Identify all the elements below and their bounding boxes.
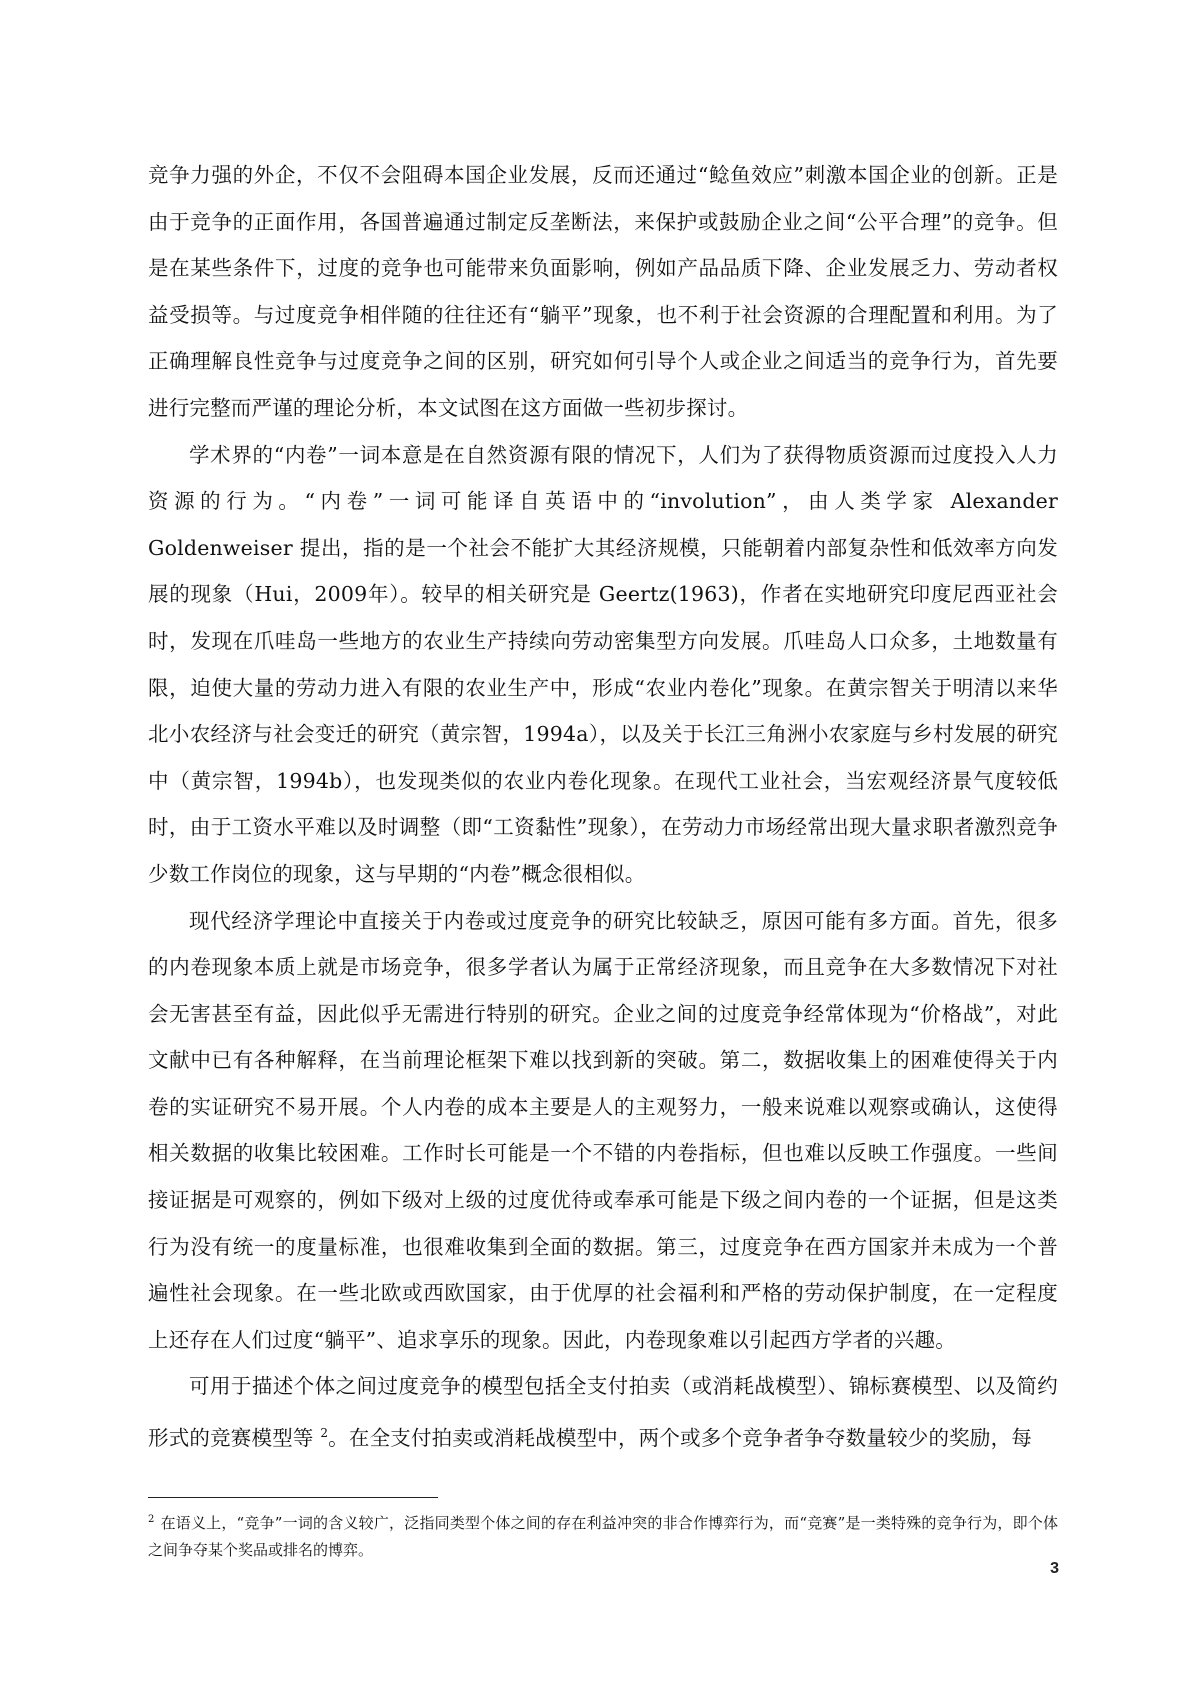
paragraph-competition-models: [148, 1363, 1058, 1461]
footnote-mark: 2: [148, 1514, 155, 1525]
footnote-separator: [148, 1497, 438, 1498]
footnote: [148, 1506, 1058, 1564]
paragraph-text-before-footnote: 可用于描述个体之间过度竞争的模型包括全支付拍卖（或消耗战模型）、锦标赛模型、以及简约形式的竞赛模型等: [148, 1374, 1058, 1450]
paragraph-research-scarcity: 现代经济学理论中直接关于内卷或过度竞争的研究比较缺乏，原因可能有多方面。首先，很多的内卷现象本质上就是市场竞争，很多学者认为属于正常经济现象，而且竞争在大多数情况下对社会无害甚至有益，因此似乎无需进行特别的研究。企业之间的过度竞争经常体现为“价格战”，对此文献中已有各种解释，在当前理论框架下难以找到新的突破。第二，数据收集上的困难使得关于内卷的实证研究不易开展。个人内卷的成本主要是人的主观努力，一般来说难以观察或确认，这使得相关数据的收集比较困难。工作时长可能是一个不错的内卷指标，但也难以反映工作强度。一些间接证据是可观察的，例如下级对上级的过度优待或奉承可能是下级之间内卷的一个证据，但是这类行为没有统一的度量标准，也很难收集到全面的数据。第三，过度竞争在西方国家并未成为一个普遍性社会现象。在一些北欧或西欧国家，由于优厚的社会福利和严格的劳动保护制度，在一定程度上还存在人们过度“躺平”、追求享乐的现象。因此，内卷现象难以引起西方学者的兴趣。: [148, 908, 1058, 1352]
paragraph-involution-definition: 学术界的“内卷”一词本意是在自然资源有限的情况下，人们为了获得物质资源而过度投入人力资源的行为。“内卷”一词可能译自英语中的“involution”，由人类学家 Alexander Goldenweiser 提出，指的是一个社会不能扩大其经济规模，只能朝着内部复杂性和低效率方向发展的现象（Hui，2009年）。较早的相关研究是 Geertz(1963)，作者在实地研究印度尼西亚社会时，发现在爪哇岛一些地方的农业生产持续向劳动密集型方向发展。爪哇岛人口众多，土地数量有限，迫使大量的劳动力进入有限的农业生产中，形成“农业内卷化”现象。在黄宗智关于明清以来华北小农经济与社会变迁的研究（黄宗智，1994a），以及关于长江三角洲小农家庭与乡村发展的研究中（黄宗智，1994b），也发现类似的农业内卷化现象。在现代工业社会，当宏观经济景气度较低时，由于工资水平难以及时调整（即“工资黏性”现象），在劳动力市场经常出现大量求职者激烈竞争少数工作岗位的现象，这与早期的“内卷”概念很相似。: [148, 442, 1058, 886]
page-number: 3: [1050, 1560, 1059, 1577]
footnote-reference-mark: 2: [320, 1426, 329, 1441]
paragraph-continuation: 竞争力强的外企，不仅不会阻碍本国企业发展，反而还通过“鲶鱼效应”刺激本国企业的创新。正是由于竞争的正面作用，各国普遍通过制定反垄断法，来保护或鼓励企业之间“公平合理”的竞争。但是在某些条件下，过度的竞争也可能带来负面影响，例如产品品质下降、企业发展乏力、劳动者权益受损等。与过度竞争相伴随的往往还有“躺平”现象，也不利于社会资源的合理配置和利用。为了正确理解良性竞争与过度竞争之间的区别，研究如何引导个人或企业之间适当的竞争行为，首先要进行完整而严谨的理论分析，本文试图在这方面做一些初步探讨。: [148, 163, 1058, 420]
footnote-text: 在语义上，“竞争”一词的含义较广，泛指同类型个体之间的存在利益冲突的非合作博弈行为，而“竞赛”是一类特殊的竞争行为，即个体之间争夺某个奖品或排名的博弈。: [148, 1514, 1058, 1559]
body-text: [148, 152, 1058, 1461]
paragraph-text-after-footnote: 。在全支付拍卖或消耗战模型中，两个或多个竞争者争夺数量较少的奖励，每: [328, 1425, 1032, 1450]
